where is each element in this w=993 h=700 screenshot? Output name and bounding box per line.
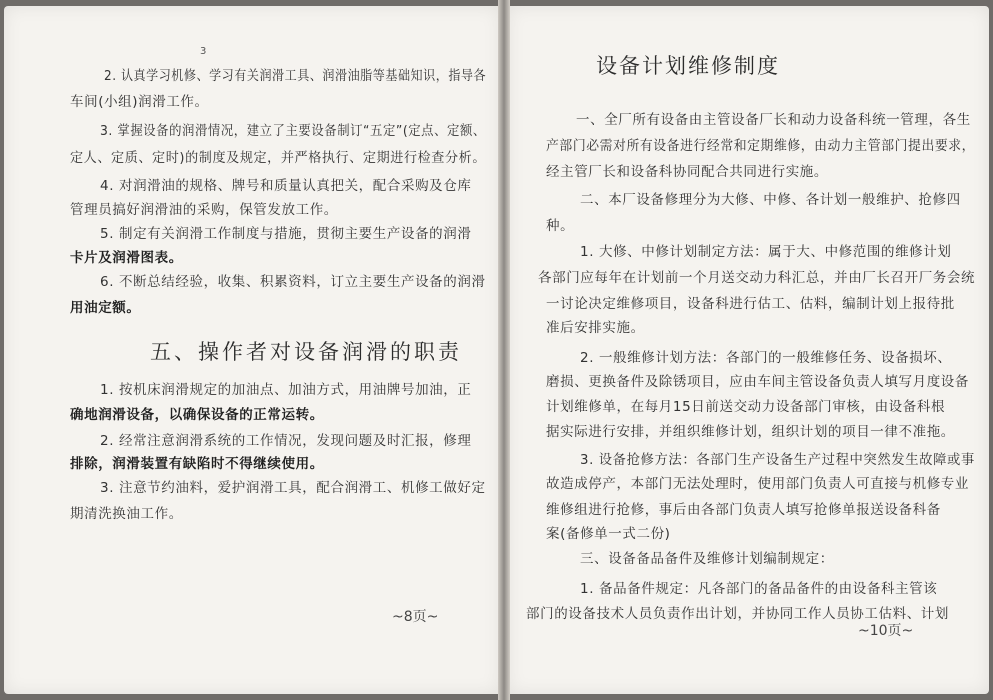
right-line-15: 故造成停产，本部门无法处理时，使用部门负责人可直接与机修专业	[546, 476, 969, 492]
right-line-5: 种。	[546, 218, 575, 234]
right-line-8: 一讨论决定维修项目，设备科进行估工、估料，编制计划上报待批	[546, 296, 955, 312]
right-line-14: 3. 设备抢修方法：各部门生产设备生产过程中突然发生故障或事	[580, 452, 975, 468]
left-line-10: 用油定额。	[70, 300, 141, 316]
right-line-18: 三、设备备品备件及维修计划编制规定：	[580, 551, 834, 567]
right-line-19: 1. 备品备件规定：凡各部门的备品备件的由设备科主管该	[580, 581, 938, 597]
book-gutter	[498, 0, 510, 700]
left-line-6: 管理员搞好润滑油的采购，保管发放工作。	[70, 202, 338, 218]
left-line-8: 卡片及润滑图表。	[70, 250, 183, 266]
left-page-number: ~8页~	[392, 609, 439, 625]
page-title: 设备计划维修制度	[596, 54, 780, 78]
right-line-3: 经主管厂长和设备科协同配合共同进行实施。	[546, 164, 828, 180]
right-line-2: 产部门必需对所有设备进行经常和定期维修，由动力主管部门提出要求，	[546, 138, 976, 154]
left-line-7: 5. 制定有关润滑工作制度与措施，贯彻主要生产设备的润滑	[100, 226, 472, 242]
right-line-10: 2. 一般维修计划方法：各部门的一般维修任务、设备损坏、	[580, 350, 952, 366]
right-page	[508, 6, 989, 694]
right-line-16: 维修组进行抢修，事后由各部门负责人填写抢修单报送设备科备	[546, 502, 941, 518]
right-line-17: 案(备修单一式二份)	[546, 526, 671, 542]
right-line-11: 磨损、更换备件及除锈项目，应由车间主管设备负责人填写月度设备	[546, 374, 969, 390]
right-line-4: 二、本厂设备修理分为大修、中修、各计划一般维护、抢修四	[580, 192, 961, 208]
section-title: 五、操作者对设备润滑的职责	[150, 340, 462, 364]
left-section-line-6: 期清洗换油工作。	[70, 506, 183, 522]
left-line-2: 车间(小组)润滑工作。	[70, 94, 209, 110]
left-line-4: 定人、定质、定时)的制度及规定，并严格执行、定期进行检查分析。	[70, 150, 487, 166]
right-line-1: 一、全厂所有设备由主管设备厂长和动力设备科统一管理，各生	[576, 112, 971, 128]
left-section-line-1: 1. 按机床润滑规定的加油点、加油方式，用油牌号加油，正	[100, 382, 472, 398]
right-line-20: 部门的设备技术人员负责作出计划，并协同工作人员协工估料、计划	[526, 606, 949, 622]
right-line-9: 准后安排实施。	[546, 320, 645, 336]
left-section-line-5: 3. 注意节约油料，爱护润滑工具，配合润滑工、机修工做好定	[100, 480, 486, 496]
left-section-line-2: 确地润滑设备，以确保设备的正常运转。	[70, 407, 324, 423]
right-line-7: 各部门应每年在计划前一个月送交动力科汇总，并由厂长召开厂务会统	[538, 270, 976, 286]
right-line-12: 计划维修单，在每月15日前送交动力设备部门审核，由设备科根	[546, 399, 946, 415]
right-page-number: ~10页~	[858, 623, 914, 639]
right-line-13: 据实际进行安排，并组织维修计划，组织计划的项目一律不准拖。	[546, 424, 955, 440]
handwritten-mark: 3	[200, 46, 207, 57]
left-section-line-3: 2. 经常注意润滑系统的工作情况，发现问题及时汇报，修理	[100, 433, 472, 449]
left-line-3: 3. 掌握设备的润滑情况，建立了主要设备制订“五定”(定点、定额、	[100, 123, 486, 139]
left-line-1: 2. 认真学习机修、学习有关润滑工具、润滑油脂等基础知识，指导各	[104, 68, 487, 84]
left-section-line-4: 排除，润滑装置有缺陷时不得继续使用。	[70, 456, 324, 472]
left-line-5: 4. 对润滑油的规格、牌号和质量认真把关，配合采购及仓库	[100, 178, 472, 194]
left-line-9: 6. 不断总结经验，收集、积累资料，订立主要生产设备的润滑	[100, 274, 486, 290]
left-page	[4, 6, 500, 694]
right-line-6: 1. 大修、中修计划制定方法：属于大、中修范围的维修计划	[580, 244, 952, 260]
